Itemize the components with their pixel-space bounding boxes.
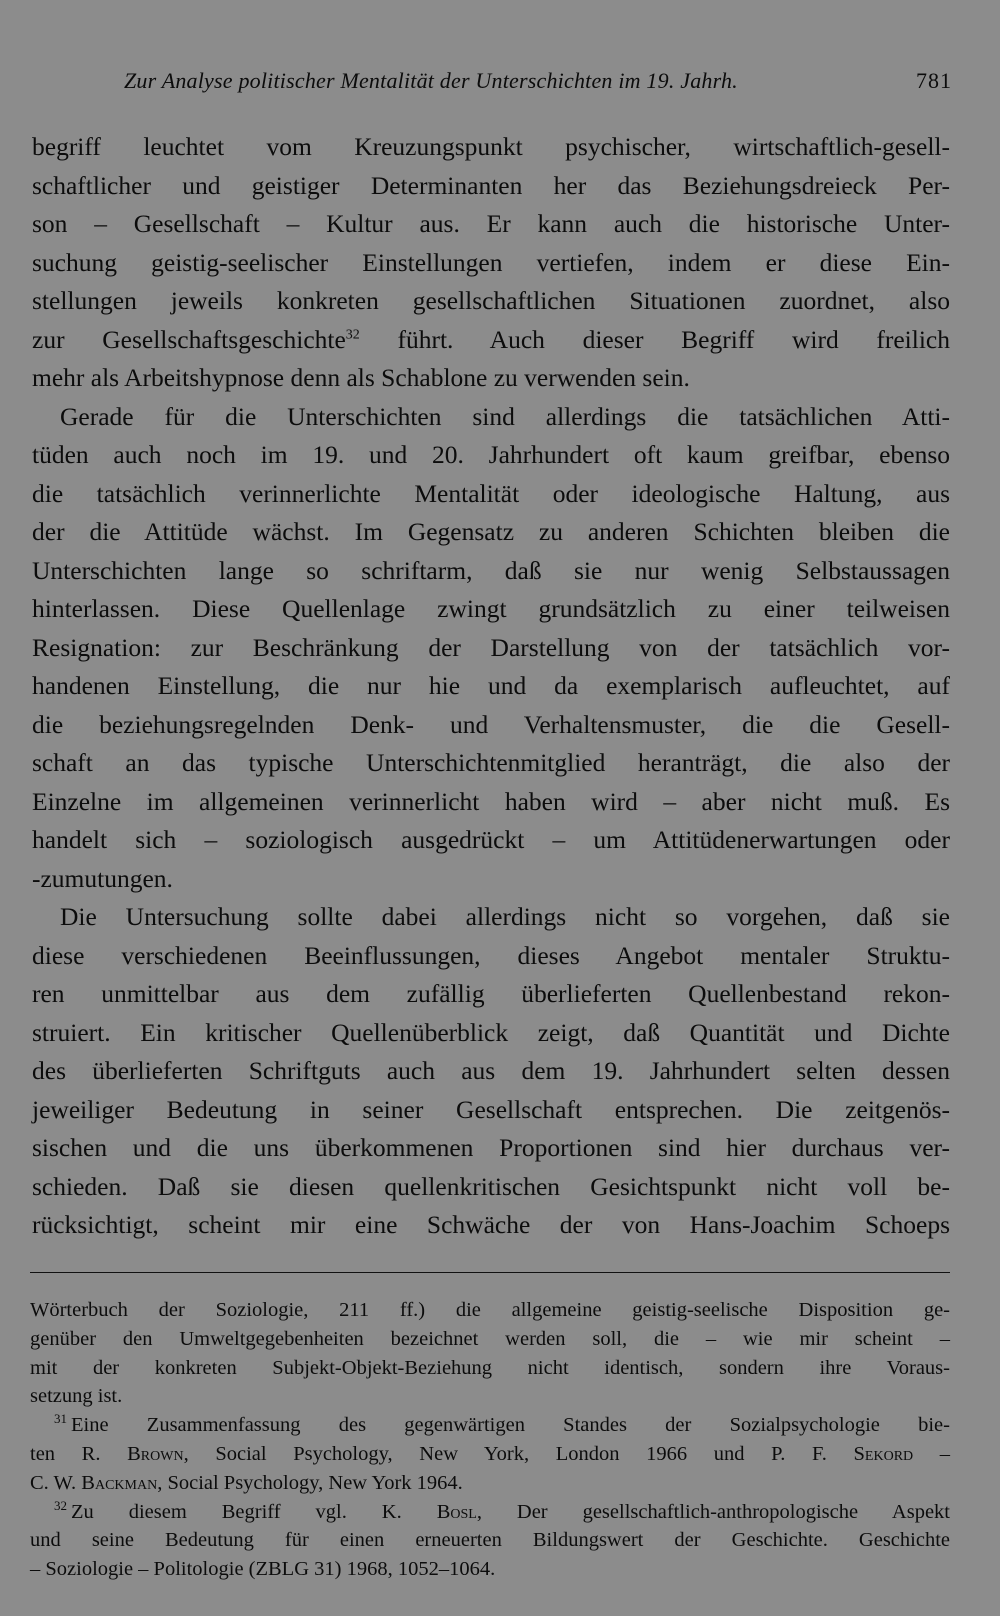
text-line: suchung geistig-seelischer Einstellungen vertiefen, indem er diese Ein- <box>32 247 950 277</box>
text-line: der die Attitüde wächst. Im Gegensatz zu anderen Schichten bleiben die <box>32 517 950 546</box>
text-line: struiert. Ein kritischer Quellenüberblick zeigt, daß Quantität und Dichte <box>32 1017 950 1047</box>
text-line: ren unmittelbar aus dem zufällig überlieferten Quellenbestand rekon- <box>32 979 950 1008</box>
text-line: die tatsächlich verinnerlichte Mentalität oder ideologische Haltung, aus <box>32 478 950 508</box>
text-line: rücksichtigt, scheint mir eine Schwäche der von Hans-Joachim Schoeps <box>32 1210 950 1239</box>
text-line: begriff leuchtet vom Kreuzungspunkt psychischer, wirtschaftlich-gesell- <box>32 132 950 161</box>
text-line: son – Gesellschaft – Kultur aus. Er kann auch die historische Unter- <box>32 209 950 238</box>
footnote-line: mit der konkreten Subjekt-Objekt-Beziehung nicht identisch, sondern ihre Voraus- <box>30 1356 950 1379</box>
text-line: sischen und die uns überkommenen Proportionen sind hier durchaus ver- <box>32 1133 950 1162</box>
author-name: Brown <box>127 1442 184 1465</box>
footnote-text: , Der gesellschaftlich-anthropologische Aspekt <box>476 1500 950 1523</box>
text-line: diese verschiedenen Beeinflussungen, dieses Angebot mentaler Struktu- <box>32 940 950 970</box>
text-line: handenen Einstellung, die nur hie und da exemplarisch aufleuchtet, auf <box>32 671 950 700</box>
footnote-line: Wörterbuch der Soziologie, 211 ff.) die allgemeine geistig-seelische Disposition ge- <box>30 1299 950 1321</box>
footnote-text: ten R. <box>30 1442 101 1465</box>
footnote-marker: 31 <box>54 1411 67 1427</box>
footnotes <box>30 1296 950 1584</box>
text-line: -zumutungen. <box>32 863 173 893</box>
text-line: jeweiliger Bedeutung in seiner Gesellschaft entsprechen. Die zeitgenös- <box>32 1094 950 1124</box>
running-header <box>124 68 952 94</box>
footnote-line <box>30 1440 950 1469</box>
text-fragment: zur Gesellschaftsgeschichte <box>32 324 346 354</box>
footnote-32 <box>30 1498 950 1527</box>
footnote-line <box>30 1469 950 1498</box>
text-line: tüden auch noch im 19. und 20. Jahrhundert oft kaum greifbar, ebenso <box>32 440 950 469</box>
text-line: stellungen jeweils konkreten gesellschaftlichen Situationen zuordnet, also <box>32 286 950 315</box>
footnote-31 <box>30 1411 950 1440</box>
text-line: Resignation: zur Beschränkung der Darstellung von der tatsächlich vor- <box>32 632 950 662</box>
footnote-text: Zu diesem Begriff vgl. K. <box>71 1500 402 1523</box>
text-fragment: führt. Auch dieser Begriff wird freilich <box>397 324 950 354</box>
text-line: schaftlicher und geistiger Determinanten her das Beziehungsdreieck Per- <box>32 170 950 200</box>
footnote-text: , Social Psychology, New York 1964. <box>157 1471 463 1494</box>
footnote-marker: 32 <box>54 1497 67 1513</box>
footnote-line: genüber den Umweltgegebenheiten bezeichnet werden soll, die – wie mir scheint – <box>30 1327 950 1350</box>
author-name: Sekord <box>853 1442 914 1465</box>
text-line: mehr als Arbeitshypnose denn als Schablone zu verwenden sein. <box>32 363 690 392</box>
text-line: handelt sich – soziologisch ausgedrückt – um Attitüdenerwartungen oder <box>32 825 950 854</box>
text-line: schieden. Daß sie diesen quellenkritischen Gesichtspunkt nicht voll be- <box>32 1171 950 1201</box>
running-title: Zur Analyse politischer Mentalität der Unterschichten im 19. Jahrh. <box>124 68 738 93</box>
author-name: Backman <box>81 1471 158 1494</box>
author-name: Bosl <box>436 1500 477 1523</box>
footnote-line: und seine Bedeutung für einen erneuerten Bildungswert der Geschichte. Geschichte <box>30 1529 950 1552</box>
footnote-line: – Soziologie – Politologie (ZBLG 31) 1968, 1052–1064. <box>30 1558 496 1581</box>
text-line: Einzelne im allgemeinen verinnerlicht haben wird – aber nicht muß. Es <box>32 786 950 816</box>
text-line: hinterlassen. Diese Quellenlage zwingt grundsätzlich zu einer teilweisen <box>32 594 950 623</box>
footnote-text: , Social Psychology, New York, London 1966 und P. F. <box>183 1442 827 1465</box>
main-text <box>32 128 950 1245</box>
text-line: Unterschichten lange so schriftarm, daß sie nur wenig Selbstaussagen <box>32 555 950 585</box>
text-line: die beziehungsregelnden Denk- und Verhaltensmuster, die die Gesell- <box>32 709 950 739</box>
footnote-text: Eine Zusammenfassung des gegenwärtigen Standes der Sozialpsychologie bie- <box>71 1414 950 1437</box>
text-line: des überlieferten Schriftguts auch aus dem 19. Jahrhundert selten dessen <box>32 1056 950 1085</box>
text-line: Die Untersuchung sollte dabei allerdings nicht so vorgehen, daß sie <box>60 902 950 931</box>
footnote-line: setzung ist. <box>30 1385 123 1408</box>
footnote-text: C. W. <box>30 1471 77 1494</box>
text-line: Gerade für die Unterschichten sind allerdings die tatsächlichen Atti- <box>60 401 950 431</box>
footnote-divider <box>30 1272 950 1273</box>
footnote-text: – <box>913 1442 951 1465</box>
footnote-ref: 32 <box>345 327 360 342</box>
page-number: 781 <box>916 68 952 93</box>
text-line <box>32 321 950 360</box>
text-line: schaft an das typische Unterschichtenmitglied heranträgt, die also der <box>32 748 950 777</box>
